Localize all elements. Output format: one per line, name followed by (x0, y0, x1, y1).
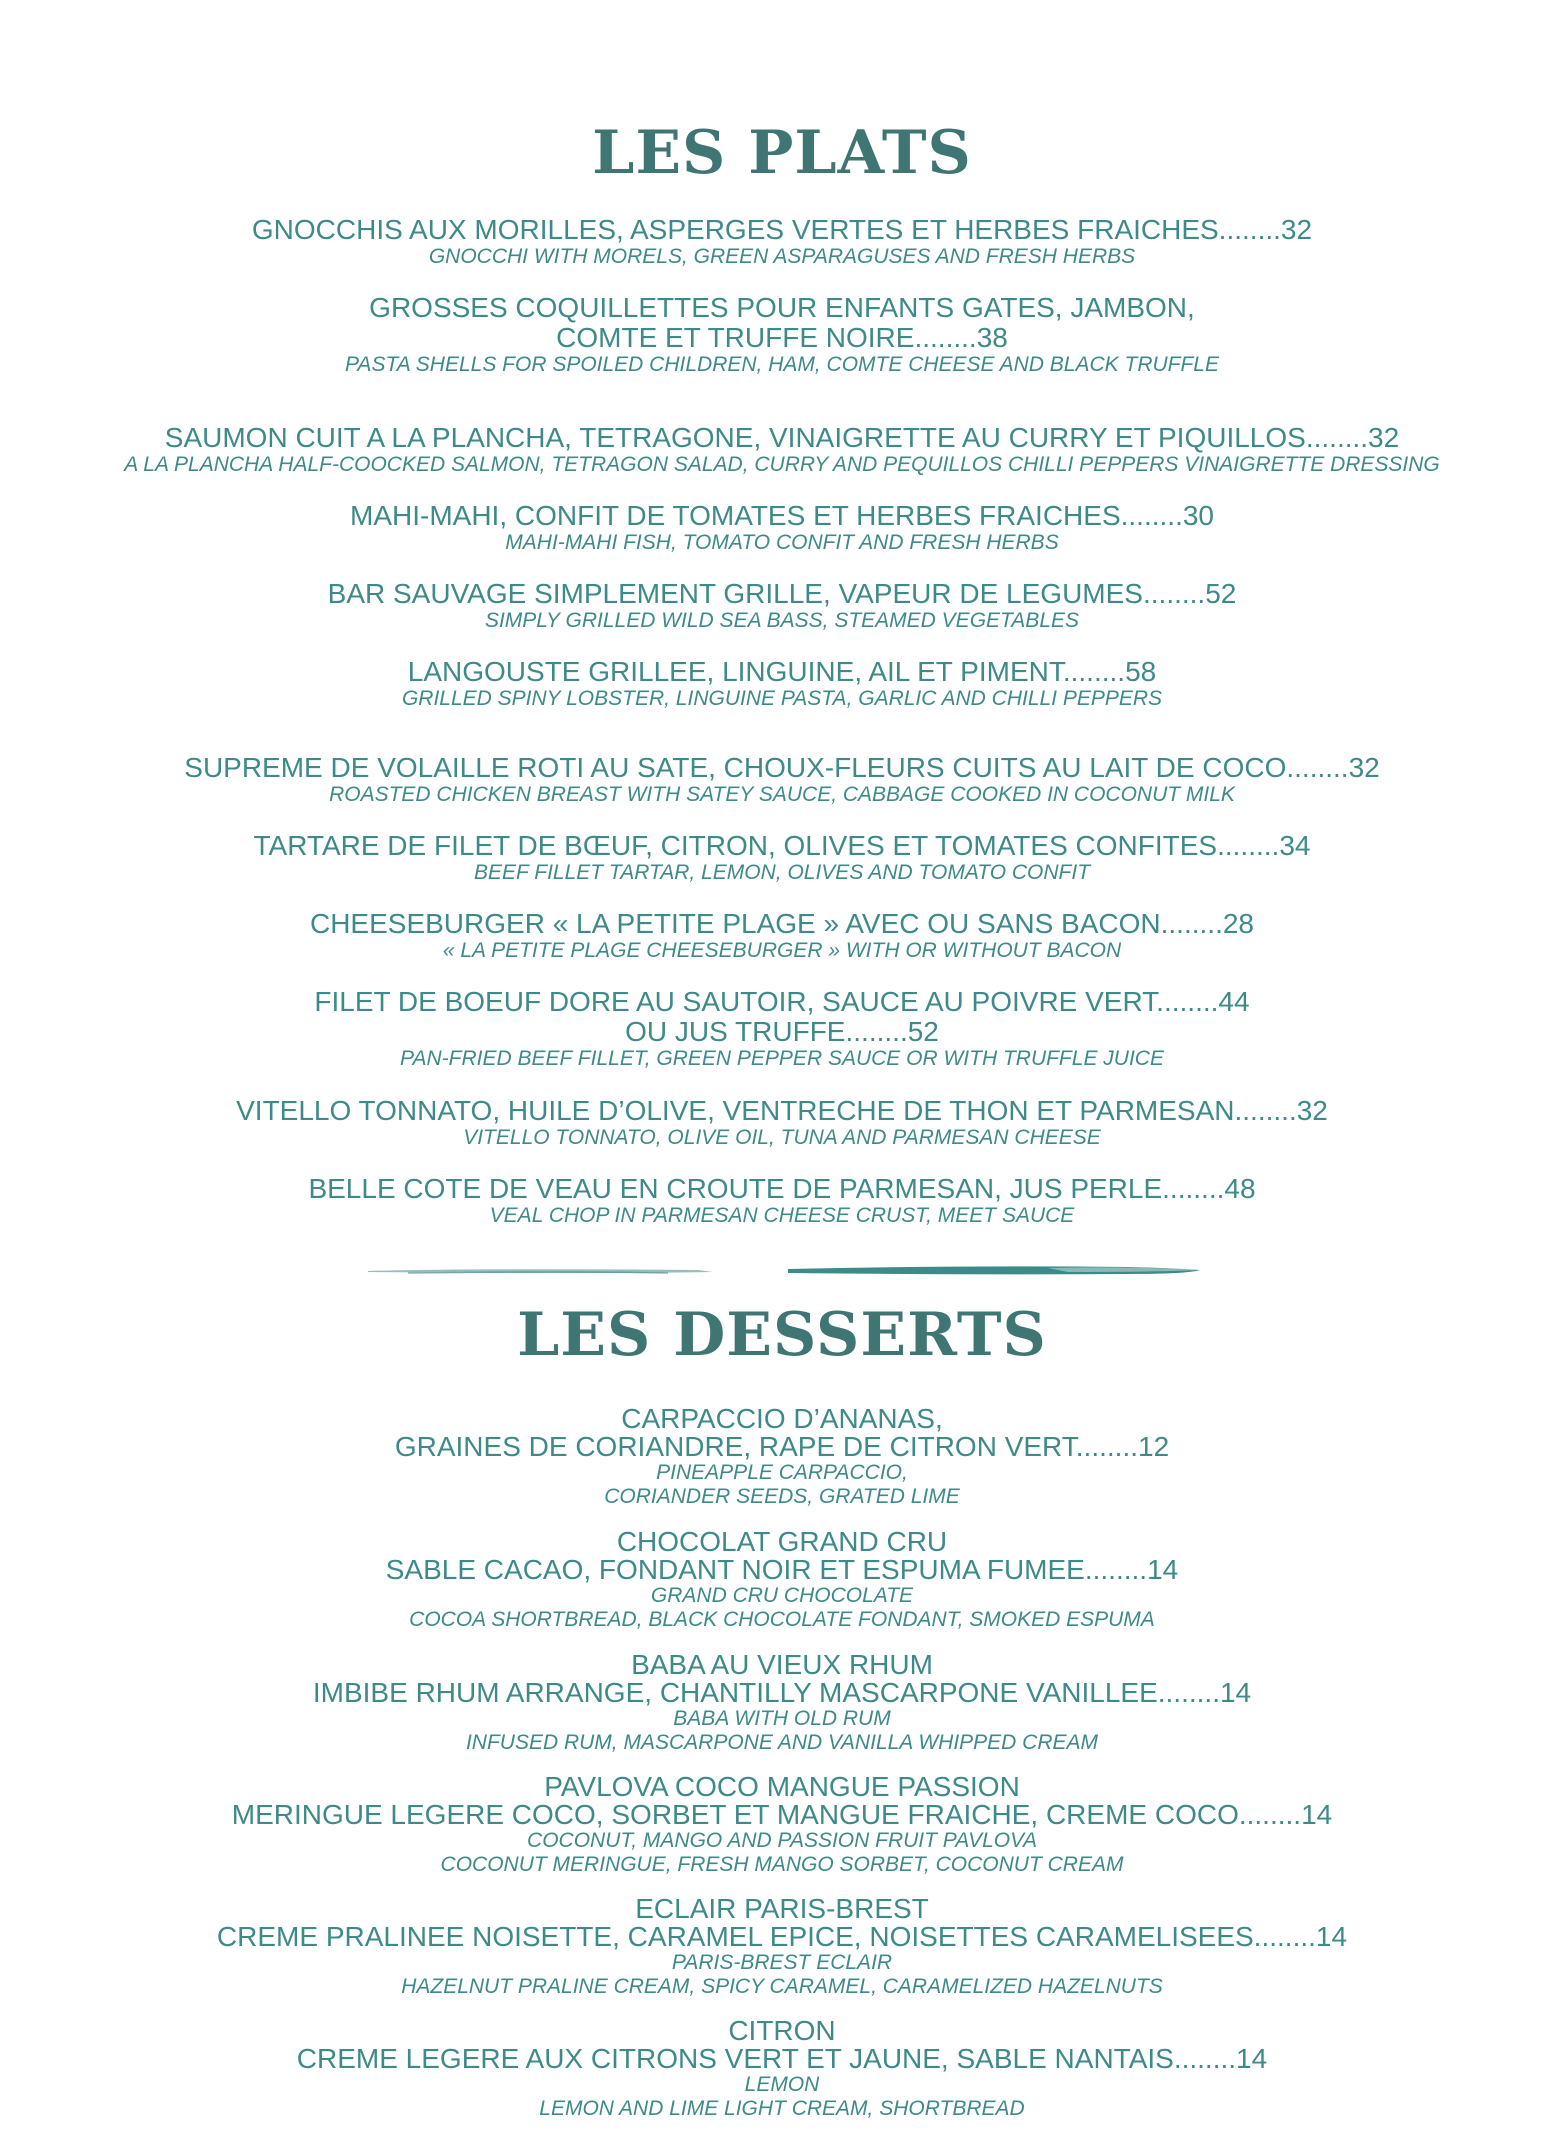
plat-en: ROASTED CHICKEN BREAST WITH SATEY SAUCE, CABBAGE COOKED IN COCONUT MILK (329, 783, 1235, 806)
plat-item (0, 657, 1564, 711)
dessert-en: GRAND CRU CHOCOLATE (650, 1584, 914, 1607)
plat-fr: GNOCCHIS AUX MORILLES, ASPERGES VERTES ET HERBES FRAICHES........32 (251, 214, 1313, 245)
plat-item (0, 215, 1564, 269)
dessert-fr: SABLE CACAO, FONDANT NOIR ET ESPUMA FUMEE........14 (385, 1554, 1179, 1585)
plat-item (0, 831, 1564, 885)
dessert-en: INFUSED RUM, MASCARPONE AND VANILLA WHIPPED CREAM (465, 1731, 1099, 1754)
plat-fr: GROSSES COQUILLETTES POUR ENFANTS GATES, JAMBON, (369, 292, 1195, 323)
dessert-en: LEMON (744, 2073, 820, 2096)
dessert-item (0, 1405, 1564, 1509)
dessert-fr: PAVLOVA COCO MANGUE PASSION (544, 1771, 1020, 1802)
dessert-fr: CREME LEGERE AUX CITRONS VERT ET JAUNE, SABLE NANTAIS........14 (296, 2043, 1268, 2074)
dessert-fr: IMBIBE RHUM ARRANGE, CHANTILLY MASCARPONE VANILLEE........14 (312, 1677, 1252, 1708)
dessert-item (0, 1528, 1564, 1632)
plat-en: PASTA SHELLS FOR SPOILED CHILDREN, HAM, COMTE CHEESE AND BLACK TRUFFLE (344, 353, 1219, 376)
dessert-fr: CARPACCIO D’ANANAS, (621, 1403, 943, 1434)
plat-fr: LANGOUSTE GRILLEE, LINGUINE, AIL ET PIMENT........58 (407, 656, 1157, 687)
plat-fr: CHEESEBURGER « LA PETITE PLAGE » AVEC OU SANS BACON........28 (309, 908, 1254, 939)
plat-fr: MAHI-MAHI, CONFIT DE TOMATES ET HERBES FRAICHES........30 (350, 500, 1214, 531)
plat-en: PAN-FRIED BEEF FILLET, GREEN PEPPER SAUCE OR WITH TRUFFLE JUICE (400, 1047, 1164, 1070)
plat-item (0, 1096, 1564, 1150)
dessert-item (0, 1651, 1564, 1755)
plat-item (0, 293, 1564, 377)
plat-en: VITELLO TONNATO, OLIVE OIL, TUNA AND PARMESAN CHEESE (463, 1126, 1101, 1149)
dessert-fr: CHOCOLAT GRAND CRU (616, 1526, 948, 1557)
dessert-en: PARIS-BREST ECLAIR (671, 1951, 893, 1974)
dessert-en: PINEAPPLE CARPACCIO, (656, 1461, 908, 1484)
plat-fr: VITELLO TONNATO, HUILE D’OLIVE, VENTRECHE DE THON ET PARMESAN........32 (236, 1095, 1328, 1126)
plat-fr: OU JUS TRUFFE........52 (625, 1016, 939, 1047)
dessert-en: COCONUT, MANGO AND PASSION FRUIT PAVLOVA (527, 1829, 1037, 1852)
plat-fr: COMTE ET TRUFFE NOIRE........38 (556, 322, 1008, 353)
plat-en: SIMPLY GRILLED WILD SEA BASS, STEAMED VEGETABLES (484, 609, 1080, 632)
plats-title: LES PLATS (592, 118, 972, 188)
plat-fr: BELLE COTE DE VEAU EN CROUTE DE PARMESAN, JUS PERLE........48 (308, 1173, 1256, 1204)
plat-item (0, 501, 1564, 555)
dessert-item (0, 2017, 1564, 2121)
dessert-item (0, 1895, 1564, 1999)
plat-en: A LA PLANCHA HALF-COOCKED SALMON, TETRAGON SALAD, CURRY AND PEQUILLOS CHILLI PEPPERS VINAIGRETTE DRESSING (124, 453, 1440, 476)
plat-en: GRILLED SPINY LOBSTER, LINGUINE PASTA, GARLIC AND CHILLI PEPPERS (401, 687, 1163, 710)
dessert-en: COCOA SHORTBREAD, BLACK CHOCOLATE FONDANT, SMOKED ESPUMA (409, 1608, 1155, 1631)
plat-fr: BAR SAUVAGE SIMPLEMENT GRILLE, VAPEUR DE LEGUMES........52 (327, 578, 1237, 609)
dessert-en: LEMON AND LIME LIGHT CREAM, SHORTBREAD (539, 2097, 1025, 2120)
dessert-fr: GRAINES DE CORIANDRE, RAPE DE CITRON VERT........12 (394, 1431, 1170, 1462)
plat-en: MAHI-MAHI FISH, TOMATO CONFIT AND FRESH HERBS (505, 531, 1059, 554)
dessert-en: CORIANDER SEEDS, GRATED LIME (604, 1485, 960, 1508)
plat-item (0, 909, 1564, 963)
dessert-en: HAZELNUT PRALINE CREAM, SPICY CARAMEL, CARAMELIZED HAZELNUTS (401, 1975, 1163, 1998)
plat-item (0, 987, 1564, 1071)
plat-fr: FILET DE BOEUF DORE AU SAUTOIR, SAUCE AU POIVRE VERT........44 (314, 986, 1250, 1017)
dessert-fr: BABA AU VIEUX RHUM (631, 1649, 933, 1680)
dessert-fr: CREME PRALINEE NOISETTE, CARAMEL EPICE, NOISETTES CARAMELISEES........14 (216, 1921, 1348, 1952)
plat-fr: TARTARE DE FILET DE BŒUF, CITRON, OLIVES ET TOMATES CONFITES........34 (253, 830, 1311, 861)
dessert-fr: CITRON (728, 2015, 836, 2046)
dessert-item (0, 1773, 1564, 1877)
dessert-fr: MERINGUE LEGERE COCO, SORBET ET MANGUE FRAICHE, CREME COCO........14 (231, 1799, 1333, 1830)
plat-item (0, 753, 1564, 807)
plat-en: VEAL CHOP IN PARMESAN CHEESE CRUST, MEET SAUCE (489, 1204, 1075, 1227)
dessert-en: COCONUT MERINGUE, FRESH MANGO SORBET, COCONUT CREAM (440, 1853, 1124, 1876)
plat-item (0, 1174, 1564, 1228)
dessert-fr: ECLAIR PARIS-BREST (635, 1893, 929, 1924)
plat-item (0, 579, 1564, 633)
dessert-en: BABA WITH OLD RUM (673, 1707, 891, 1730)
plat-item (0, 423, 1564, 477)
desserts-title: LES DESSERTS (517, 1300, 1047, 1370)
plat-en: GNOCCHI WITH MORELS, GREEN ASPARAGUSES AND FRESH HERBS (428, 245, 1136, 268)
plat-fr: SAUMON CUIT A LA PLANCHA, TETRAGONE, VINAIGRETTE AU CURRY ET PIQUILLOS........32 (164, 422, 1400, 453)
plat-en: « LA PETITE PLAGE CHEESEBURGER » WITH OR WITHOUT BACON (442, 939, 1122, 962)
plat-en: BEEF FILLET TARTAR, LEMON, OLIVES AND TOMATO CONFIT (473, 861, 1091, 884)
plat-fr: SUPREME DE VOLAILLE ROTI AU SATE, CHOUX-FLEURS CUITS AU LAIT DE COCO........32 (184, 752, 1380, 783)
brush-divider (368, 1262, 1200, 1278)
